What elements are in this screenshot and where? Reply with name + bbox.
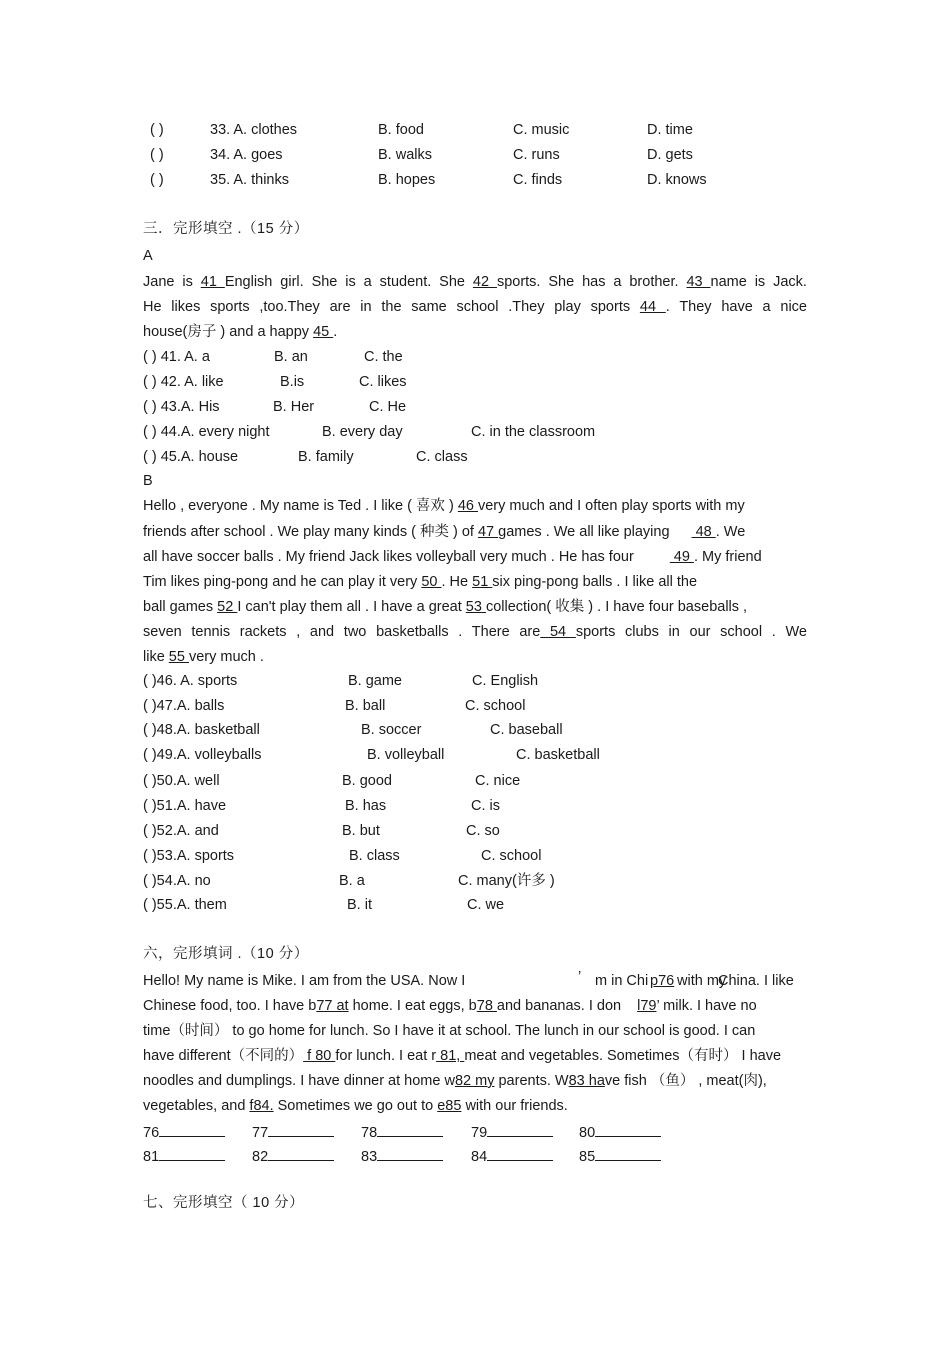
option-b: B. good [342,773,392,789]
passage-b-line-5: ball games 52 I can't play them all . I have a great 53 collection( 收集 ) . I have four baseballs , [143,599,748,615]
option-c: C. the [364,349,403,365]
option-c: C. is [471,798,500,814]
answer-line[interactable] [268,1122,334,1137]
option-b: B.is [280,374,305,390]
option-c: C. English [472,673,539,689]
answer-blank[interactable] [579,1122,661,1142]
answer-blank[interactable] [471,1122,553,1142]
answer-line[interactable] [487,1146,553,1161]
question-stem: 35. A. thinks [210,172,289,188]
passage-a-line-3: house(房子 ) and a happy 45 . [143,324,338,340]
option-a: ( )47.A. balls [143,698,225,714]
option-b: B. every day [322,424,403,440]
option-c: C. basketball [516,747,600,763]
option-c: C. likes [359,374,407,390]
passage-a-line-1: Jane is 41 English girl. She is a student. She 42 sports. She has a brother. 43 name is Jack. [143,274,807,290]
option-b: B. an [274,349,308,365]
option-a: ( ) 44.A. every night [143,424,270,440]
answer-blank[interactable] [361,1122,443,1142]
option-b: B. walks [378,147,432,163]
answer-blank[interactable] [252,1146,334,1166]
option-d: D. knows [647,172,707,188]
answer-blank[interactable] [579,1146,661,1166]
option-a: ( )49.A. volleyballs [143,747,262,763]
answer-paren: ( ) [150,172,164,188]
fill-line-1-end: China. I like [718,973,794,989]
answer-paren: ( ) [150,122,164,138]
option-a: ( ) 43.A. His [143,399,220,415]
option-c: C. so [466,823,500,839]
option-b: B. class [349,848,400,864]
section-6-heading: 六，完形填词 .（10 分） [143,946,309,962]
option-c: C. school [465,698,526,714]
option-d: D. gets [647,147,693,163]
answer-number: 85 [579,1149,596,1165]
option-c: C. finds [513,172,563,188]
passage-b-line-3: all have soccer balls . My friend Jack likes volleyball very much . He has four 49 . My friend [143,549,762,565]
option-b: B. a [339,873,365,889]
option-a: ( )52.A. and [143,823,219,839]
option-b: B. Her [273,399,315,415]
option-a: ( )53.A. sports [143,848,235,864]
fill-line-1-chi: m in Chi [595,973,649,989]
option-a: ( ) 41. A. a [143,349,210,365]
blank-76: p76 [650,973,675,989]
option-a: ( ) 42. A. like [143,374,224,390]
passage-b-line-2: friends after school . We play many kinds ( 种类 ) of 47 games . We all like playing 48 . We [143,524,746,540]
option-b: B. has [345,798,387,814]
question-stem: 33. A. clothes [210,122,298,138]
passage-b-line-6: seven tennis rackets , and two basketballs . There are 54 sports clubs in our school . We [143,624,808,640]
option-d: D. time [647,122,693,138]
answer-line[interactable] [159,1122,225,1137]
fill-line-2: Chinese food, too. I have b77 at home. I eat eggs, b78 and bananas. I don l79’ milk. I have no [143,998,757,1014]
option-c: C. He [369,399,407,415]
passage-b-line-4: Tim likes ping-pong and he can play it very 50 . He 51 six ping-pong balls . I like all the [143,574,698,590]
fill-line-1: Hello! My name is Mike. I am from the USA. Now I [143,973,466,989]
answer-number: 76 [143,1125,160,1141]
answer-blank[interactable] [143,1122,225,1142]
option-a: ( ) 45.A. house [143,449,239,465]
option-b: B. hopes [378,172,436,188]
answer-number: 77 [252,1125,269,1141]
option-a: ( )54.A. no [143,873,211,889]
answer-blank[interactable] [471,1146,553,1166]
option-b: B. ball [345,698,386,714]
answer-number: 84 [471,1149,488,1165]
option-b: B. soccer [361,722,422,738]
option-b: B. family [298,449,354,465]
option-b: B. volleyball [367,747,445,763]
apostrophe-mark: ’ [578,969,582,985]
passage-b-line-7: like 55 very much . [143,649,264,665]
option-c: C. we [467,897,505,913]
option-a: ( )46. A. sports [143,673,238,689]
option-c: C. in the classroom [471,424,596,440]
answer-number: 80 [579,1125,596,1141]
fill-line-3: time（时间） to go home for lunch. So I have it at school. The lunch in our school is good. I can [143,1023,756,1039]
fill-line-5: noodles and dumplings. I have dinner at home w82 my parents. W83 have fish （鱼） , meat(肉), [143,1073,767,1089]
option-b: B. game [348,673,402,689]
option-a: ( )48.A. basketball [143,722,260,738]
part-b-label: B [143,473,153,489]
option-a: ( )55.A. them [143,897,227,913]
option-c: C. baseball [490,722,563,738]
answer-line[interactable] [487,1122,553,1137]
passage-a-line-2: He likes sports ,too.They are in the same school .They play sports 44 . They have a nice [143,299,807,315]
answer-number: 83 [361,1149,378,1165]
section-7-heading: 七、完形填空（ 10 分） [143,1195,305,1211]
answer-line[interactable] [268,1146,334,1161]
option-c: C. music [513,122,570,138]
option-c: C. nice [475,773,521,789]
option-b: B. it [347,897,372,913]
passage-b-line-1: Hello , everyone . My name is Ted . I like ( 喜欢 ) 46 very much and I often play sports with my [143,498,745,514]
option-c: C. class [416,449,468,465]
option-a: ( )51.A. have [143,798,227,814]
option-c: C. many(许多 ) [458,873,555,889]
option-b: B. food [378,122,424,138]
answer-blank[interactable] [361,1146,443,1166]
answer-blank[interactable] [143,1146,225,1166]
answer-line[interactable] [595,1146,661,1161]
fill-line-6: vegetables, and f84. Sometimes we go out to e85 with our friends. [143,1098,568,1114]
fill-line-4: have different（不同的） f 80 for lunch. I eat r 81, meat and vegetables. Sometimes（有时） I have [143,1048,782,1064]
answer-line[interactable] [595,1122,661,1137]
answer-number: 78 [361,1125,378,1141]
fill-line-1-with: with my [677,973,727,989]
answer-line[interactable] [377,1146,443,1161]
option-c: C. school [481,848,542,864]
answer-number: 81 [143,1149,160,1165]
answer-number: 79 [471,1125,488,1141]
option-a: ( )50.A. well [143,773,220,789]
option-b: B. but [342,823,380,839]
option-c: C. runs [513,147,560,163]
answer-blank[interactable] [252,1122,334,1142]
answer-paren: ( ) [150,147,164,163]
answer-line[interactable] [377,1122,443,1137]
answer-number: 82 [252,1149,269,1165]
question-stem: 34. A. goes [210,147,283,163]
section-3-heading: 三．完形填空 .（15 分） [143,221,309,237]
part-a-label: A [143,248,153,264]
answer-line[interactable] [159,1146,225,1161]
